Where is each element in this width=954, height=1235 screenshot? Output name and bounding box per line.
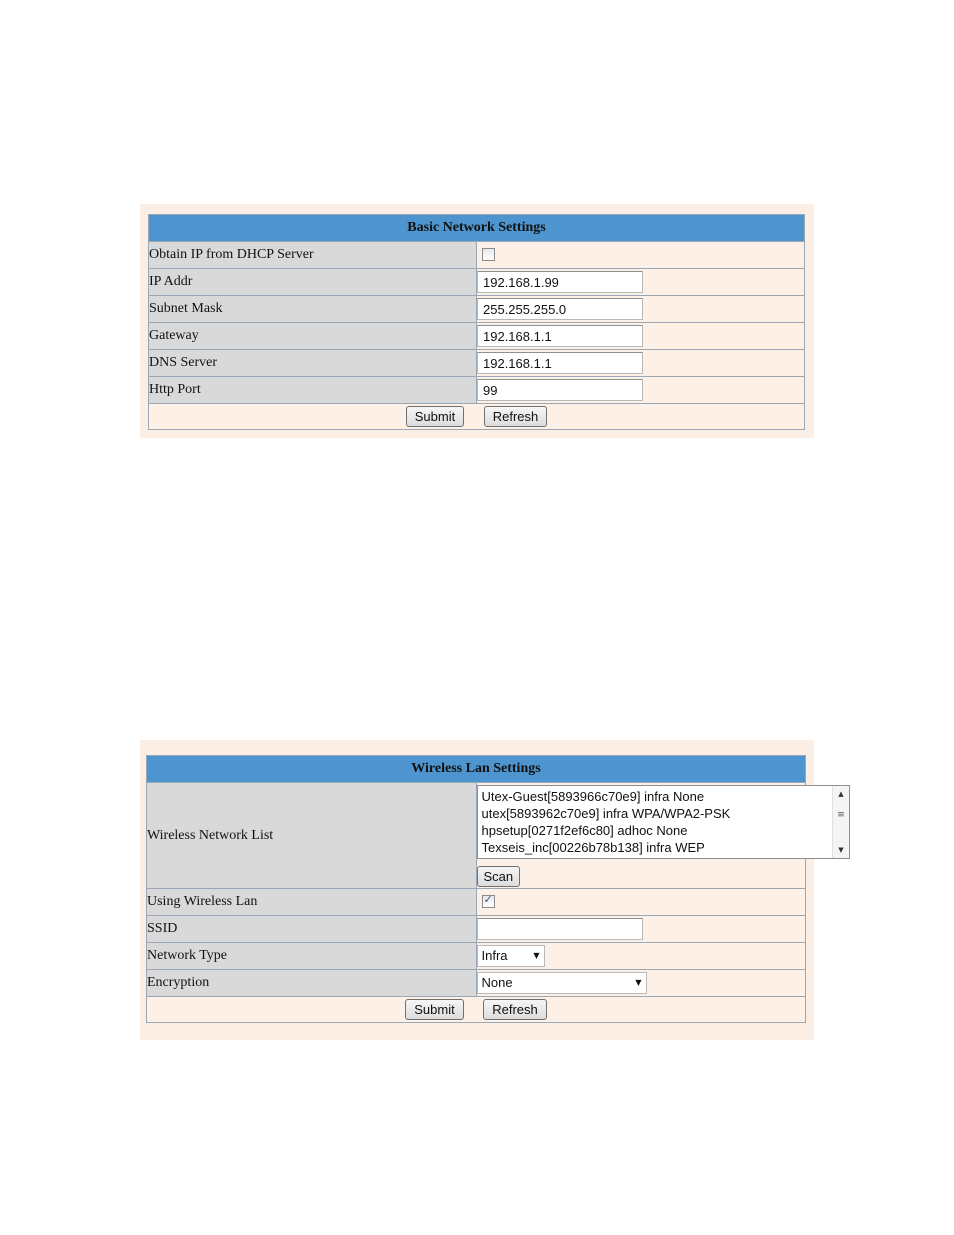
table-row — [149, 296, 805, 323]
encryption-select[interactable] — [477, 972, 647, 994]
dhcp-checkbox[interactable] — [482, 248, 495, 261]
basic-refresh-button[interactable]: Refresh — [484, 406, 548, 427]
wireless-submit-button[interactable]: Submit — [405, 999, 463, 1020]
http-port-label: Http Port — [149, 377, 477, 404]
table-row — [149, 350, 805, 377]
wireless-network-listbox[interactable] — [477, 785, 850, 859]
network-type-label: Network Type — [147, 943, 477, 970]
network-type-select[interactable] — [477, 945, 545, 967]
basic-network-panel — [140, 204, 814, 438]
dns-server-input[interactable] — [477, 352, 643, 374]
table-row — [149, 377, 805, 404]
table-row — [147, 943, 806, 970]
dhcp-label: Obtain IP from DHCP Server — [149, 242, 477, 269]
scroll-up-icon[interactable]: ▲ — [838, 790, 844, 798]
ip-addr-input[interactable] — [477, 271, 643, 293]
scroll-down-icon[interactable]: ▼ — [838, 846, 844, 854]
network-type-value: Infra — [481, 948, 508, 963]
scroll-thumb-icon[interactable]: ≡ — [837, 810, 845, 820]
list-item[interactable]: hpsetup[0271f2ef6c80] adhoc None — [481, 823, 688, 838]
table-row — [147, 783, 806, 889]
list-item[interactable]: Utex-Guest[5893966c70e9] infra None — [481, 789, 705, 804]
encryption-label: Encryption — [147, 970, 477, 997]
chevron-down-icon: ▼ — [635, 978, 642, 987]
table-row — [149, 323, 805, 350]
basic-network-table — [148, 214, 805, 430]
using-wireless-label: Using Wireless Lan — [147, 889, 477, 916]
gateway-label: Gateway — [149, 323, 477, 350]
gateway-input[interactable] — [477, 325, 643, 347]
wireless-refresh-button[interactable]: Refresh — [483, 999, 547, 1020]
list-item[interactable]: Texseis_inc[00226b78b138] infra WEP — [481, 840, 705, 855]
wireless-lan-table — [146, 755, 845, 1023]
scan-button[interactable]: Scan — [477, 866, 521, 887]
ssid-input[interactable] — [477, 918, 643, 940]
dns-server-label: DNS Server — [149, 350, 477, 377]
using-wireless-checkbox[interactable] — [482, 895, 495, 908]
listbox-scrollbar[interactable] — [832, 786, 849, 858]
ssid-label: SSID — [147, 916, 477, 943]
subnet-mask-input[interactable] — [477, 298, 643, 320]
table-row — [147, 970, 806, 997]
ip-addr-label: IP Addr — [149, 269, 477, 296]
basic-network-title: Basic Network Settings — [149, 215, 805, 242]
subnet-mask-label: Subnet Mask — [149, 296, 477, 323]
wireless-lan-title: Wireless Lan Settings — [147, 756, 806, 783]
encryption-value: None — [481, 975, 513, 990]
table-row — [147, 916, 806, 943]
http-port-input[interactable] — [477, 379, 643, 401]
table-row — [149, 242, 805, 269]
table-row — [147, 889, 806, 916]
network-list-label: Wireless Network List — [147, 783, 477, 889]
table-row — [149, 269, 805, 296]
wireless-lan-panel — [140, 740, 845, 1040]
chevron-down-icon: ▼ — [533, 951, 540, 960]
basic-submit-button[interactable]: Submit — [406, 406, 464, 427]
list-item[interactable]: utex[5893962c70e9] infra WPA/WPA2-PSK — [481, 806, 731, 821]
